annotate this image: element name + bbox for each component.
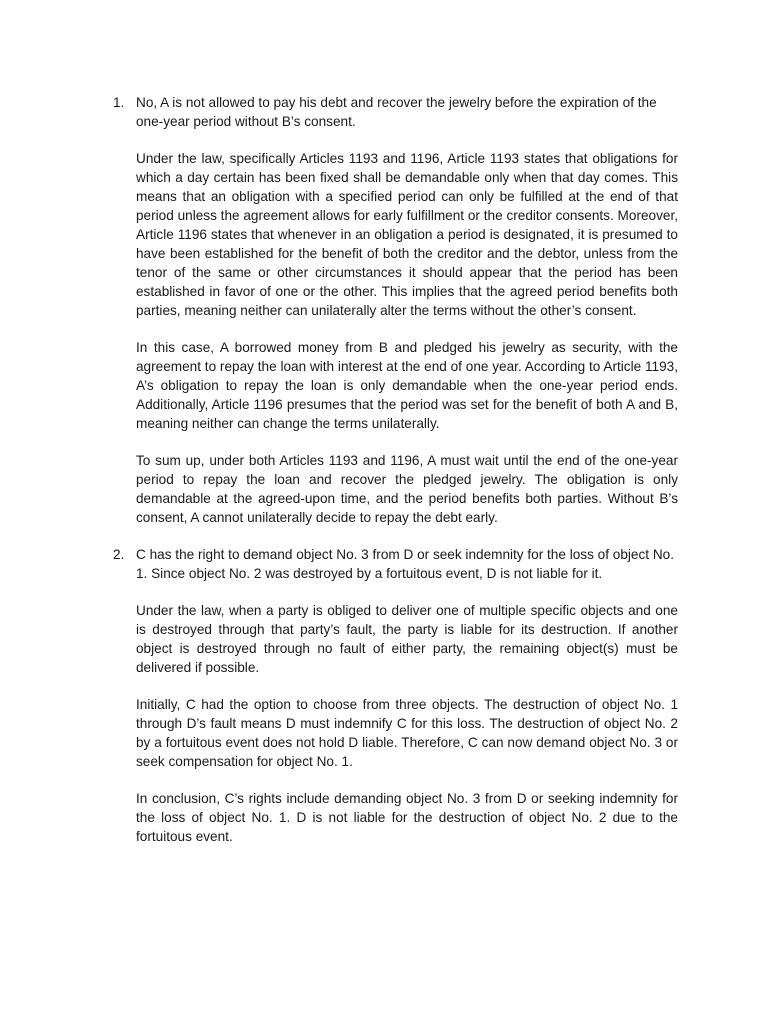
answer-2-paragraph-2: Under the law, when a party is obliged to deliver one of multiple specific objects and one is destroyed through that party’s fault, the party is liable for its destruction. If another object is destroyed through no fault of either party, the remaining object(s) must be delivered if possible.: [136, 603, 678, 675]
answer-1-paragraph-1: No, A is not allowed to pay his debt and recover the jewelry before the expiration of the one-year period without B’s consent.: [136, 95, 657, 129]
answer-2-paragraph-3: Initially, C had the option to choose from three objects. The destruction of object No. 1 through D’s fault means D must indemnify C for this loss. The destruction of object No. 2 by a fortuitous event does not hold D liable. Therefore, C can now demand object No. 3 or seek compensation for object No. 1.: [136, 697, 678, 769]
answer-item-1: [113, 93, 678, 527]
answer-2-paragraph-4: In conclusion, C’s rights include demanding object No. 3 from D or seeking indemnity for the loss of object No. 1. D is not liable for the destruction of object No. 2 due to the fortuitous event.: [136, 791, 678, 844]
answer-1-paragraph-2: Under the law, specifically Articles 1193 and 1196, Article 1193 states that obligations for which a day certain has been fixed shall be demandable only when that day comes. This means that an obligation with a specified period can only be fulfilled at the end of that period unless the agreement allows for early fulfillment or the creditor consents. Moreover, Article 1196 states that whenever in an obligation a period is designated, it is presumed to have been established for the benefit of both the creditor and the debtor, unless from the tenor of the same or other circumstances it should appear that the period has been established in favor of one or the other. This implies that the agreed period benefits both parties, meaning neither can unilaterally alter the terms without the other’s consent.: [136, 151, 678, 318]
answer-1-paragraph-3: In this case, A borrowed money from B and pledged his jewelry as security, with the agreement to repay the loan with interest at the end of one year. According to Article 1193, A’s obligation to repay the loan is only demandable when the one-year period ends. Additionally, Article 1196 presumes that the period was set for the benefit of both A and B, meaning neither can change the terms unilaterally.: [136, 340, 678, 431]
item-number: 2.: [113, 547, 125, 562]
answer-1-paragraph-4: To sum up, under both Articles 1193 and 1196, A must wait until the end of the one-year period to repay the loan and recover the pledged jewelry. The obligation is only demandable at the agreed-upon time, and the period benefits both parties. Without B’s consent, A cannot unilaterally decide to repay the debt early.: [136, 453, 678, 525]
item-number: 1.: [113, 95, 125, 110]
answer-item-2: [113, 545, 678, 846]
answer-2-paragraph-1: C has the right to demand object No. 3 from D or seek indemnity for the loss of object No. 1. Since object No. 2 was destroyed by a fortuitous event, D is not liable for it.: [136, 547, 674, 581]
